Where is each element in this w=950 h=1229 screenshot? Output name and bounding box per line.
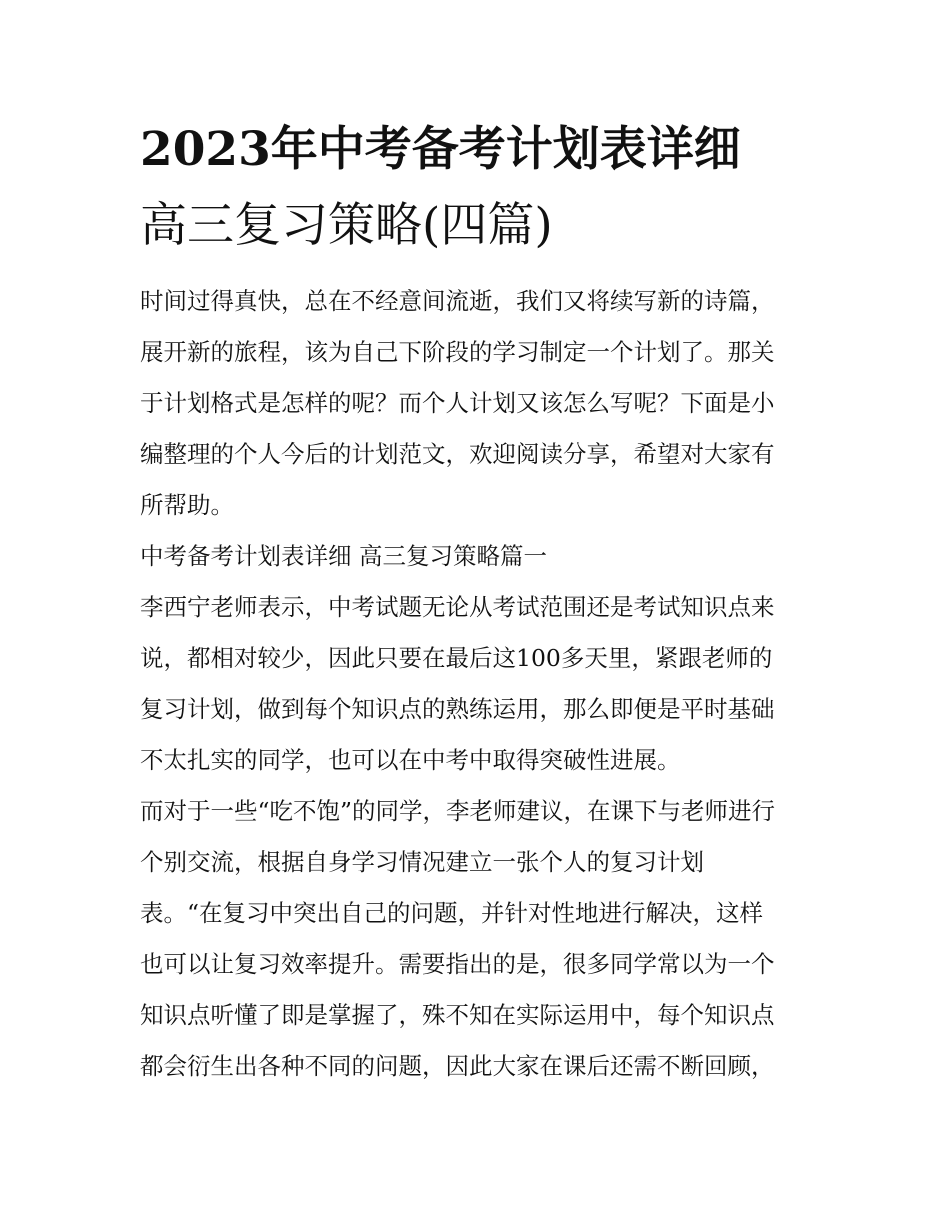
body-line: 不太扎实的同学，也可以在中考中取得突破性进展。: [140, 746, 681, 774]
document-title: [140, 112, 820, 264]
body-line: 展开新的旅程，该为自己下阶段的学习制定一个计划了。那关: [140, 338, 775, 366]
body-line: 也可以让复习效率提升。需要指出的是，很多同学常以为一个: [140, 950, 775, 978]
title-line-2: 高三复习策略(四篇): [140, 198, 553, 253]
body-line: 表。“在复习中突出自己的问题，并针对性地进行解决，这样: [140, 899, 764, 927]
body-line: 个别交流，根据自身学习情况建立一张个人的复习计划: [140, 848, 704, 876]
document-body: [140, 280, 812, 1096]
body-line: 时间过得真快，总在不经意间流逝，我们又将续写新的诗篇，: [140, 287, 775, 315]
body-line: 于计划格式是怎样的呢？而个人计划又该怎么写呢？下面是小: [140, 389, 775, 417]
title-line-1: 2023年中考备考计划表详细: [140, 122, 741, 177]
body-line: 知识点听懂了即是掌握了，殊不知在实际运用中，每个知识点: [140, 1001, 775, 1029]
body-line: 而对于一些“吃不饱”的同学，李老师建议，在课下与老师进行: [140, 797, 776, 825]
body-line: 所帮助。: [140, 491, 234, 519]
section-heading: 中考备考计划表详细 高三复习策略篇一: [140, 542, 547, 570]
body-line: 编整理的个人今后的计划范文，欢迎阅读分享，希望对大家有: [140, 440, 775, 468]
body-line: 李西宁老师表示，中考试题无论从考试范围还是考试知识点来: [140, 593, 775, 621]
body-line: 都会衍生出各种不同的问题，因此大家在课后还需不断回顾，: [140, 1052, 775, 1080]
body-line: 复习计划，做到每个知识点的熟练运用，那么即便是平时基础: [140, 695, 775, 723]
body-line: 说，都相对较少，因此只要在最后这100多天里，紧跟老师的: [140, 644, 773, 672]
